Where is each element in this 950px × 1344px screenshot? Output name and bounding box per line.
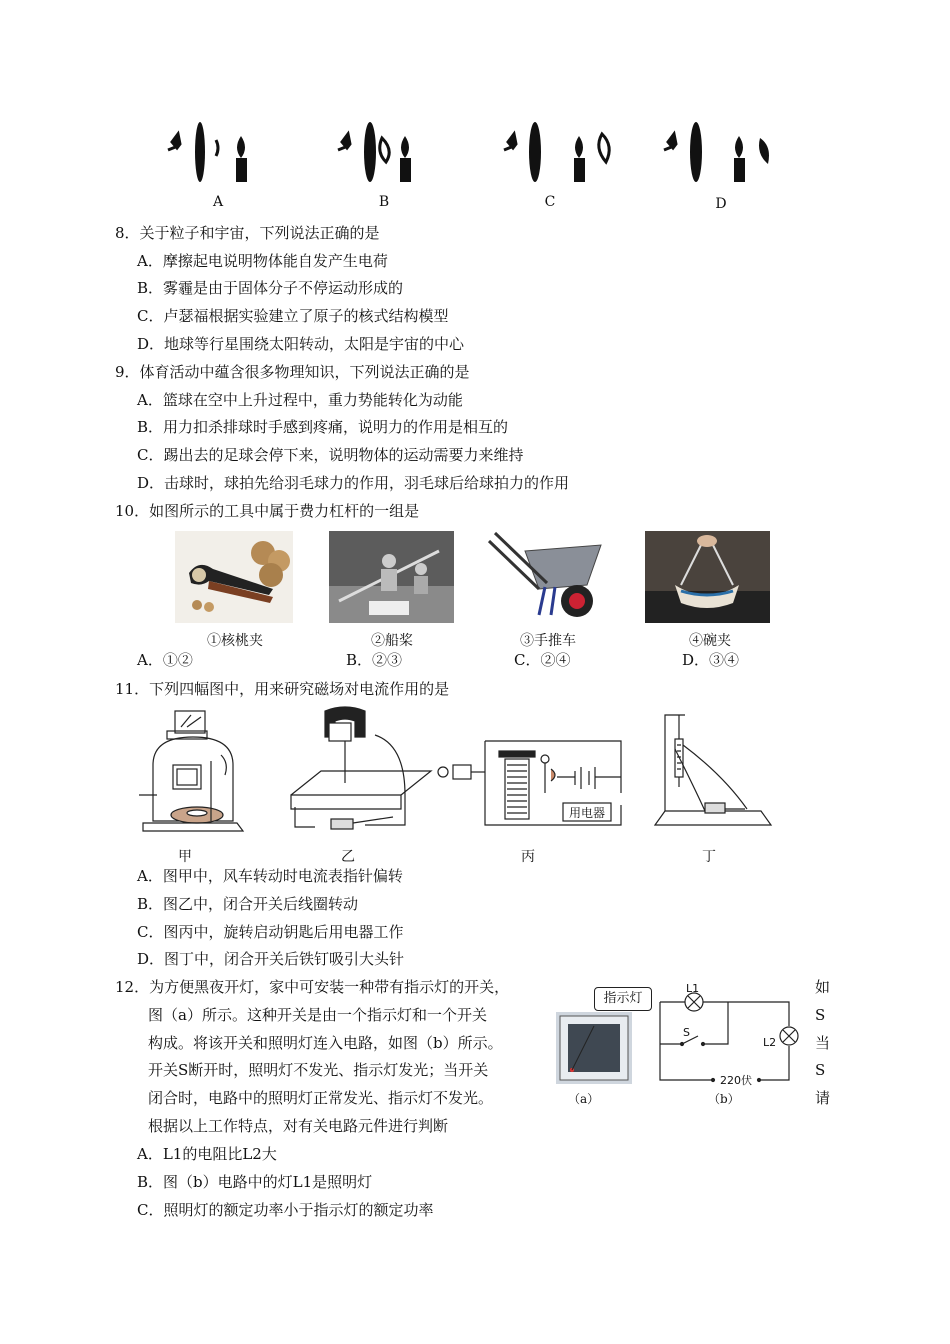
caption-nutcracker: ①核桃夹 — [207, 633, 263, 649]
option-b: B．图乙中，闭合开关后线圈转动 — [137, 895, 359, 913]
caption-yi: 乙 — [341, 849, 355, 865]
l1-label: L1 — [686, 982, 700, 995]
caption-ding: 丁 — [702, 849, 716, 865]
question-stem-line-3: 构成。将该开关和照明灯连入电路，如图（b）所示。 — [148, 1034, 503, 1052]
option-c: C．踢出去的足球会停下来，说明物体的运动需要力来维持 — [137, 446, 524, 464]
diagram-ding — [655, 715, 771, 825]
question-stem-line-6: 根据以上工作特点，对有关电路元件进行判断 — [148, 1117, 449, 1135]
fig-b-caption: （b） — [708, 1092, 740, 1106]
lens-setup-a — [168, 122, 247, 182]
right-column-char-2: S — [815, 1006, 826, 1024]
fig-a-caption: （a） — [568, 1092, 600, 1106]
bowl-clip-photo — [645, 531, 770, 623]
option-c: C．图丙中，旋转启动钥匙后用电器工作 — [137, 923, 404, 941]
question-stem: 11．下列四幅图中，用来研究磁场对电流作用的是 — [115, 680, 450, 698]
right-column-char-1: 如 — [815, 978, 831, 996]
electromagnetism-diagrams — [135, 705, 775, 845]
question-stem: 10．如图所示的工具中属于费力杠杆的一组是 — [115, 502, 420, 520]
option-c: C．②④ — [514, 651, 571, 669]
option-a: A．篮球在空中上升过程中，重力势能转化为动能 — [137, 391, 463, 409]
question-stem-line-4: 开关S断开时，照明灯不发光、指示灯发光；当开关 — [148, 1061, 489, 1079]
switch-label: S — [683, 1026, 690, 1039]
option-b: B．用力扣杀排球时手感到疼痛，说明力的作用是相互的 — [137, 418, 509, 436]
fig-label-d: D — [715, 196, 727, 212]
option-d: D．③④ — [682, 651, 740, 669]
lens-setup-b — [338, 122, 411, 182]
circuit-diagram — [655, 982, 805, 1092]
voltage-label: 220伏 — [720, 1074, 752, 1087]
option-d: D．图丁中，闭合开关后铁钉吸引大头针 — [137, 950, 405, 968]
option-b: B．②③ — [346, 651, 403, 669]
question-stem-line-5: 闭合时，电路中的照明灯正常发光、指示灯不发光。 — [148, 1089, 494, 1107]
option-d: D．击球时，球拍先给羽毛球力的作用，羽毛球后给球拍力的作用 — [137, 474, 570, 492]
question-stem: 8．关于粒子和宇宙，下列说法正确的是 — [115, 224, 380, 242]
option-c: C．卢瑟福根据实验建立了原子的核式结构模型 — [137, 307, 449, 325]
nutcracker-photo — [175, 531, 293, 623]
diagram-jia — [139, 711, 243, 831]
right-column-char-5: 请 — [815, 1089, 831, 1107]
option-d: D．地球等行星围绕太阳转动，太阳是宇宙的中心 — [137, 335, 465, 353]
right-column-char-4: S — [815, 1061, 826, 1079]
diagram-yi — [291, 707, 431, 829]
indicator-light-callout: 指示灯 — [594, 987, 652, 1011]
fig-label-b: B — [378, 194, 390, 210]
fig-label-c: C — [544, 194, 556, 210]
question-stem: 9．体育活动中蕴含很多物理知识，下列说法正确的是 — [115, 363, 470, 381]
switch-photo — [556, 1012, 632, 1084]
device-label: 用电器 — [568, 806, 606, 820]
lens-setup-c — [504, 122, 609, 182]
option-a: A．L1的电阻比L2大 — [137, 1145, 277, 1163]
caption-jia: 甲 — [178, 849, 192, 865]
lens-setup-d — [664, 122, 769, 182]
question-stem-line-1: 12．为方便黑夜开灯，家中可安装一种带有指示灯的开关， — [115, 978, 510, 996]
question-stem-line-2: 图（a）所示。这种开关是由一个指示灯和一个开关 — [148, 1006, 487, 1024]
option-c: C．照明灯的额定功率小于指示灯的额定功率 — [137, 1201, 434, 1219]
option-b: B．雾霾是由于固体分子不停运动形成的 — [137, 279, 404, 297]
option-b: B．图（b）电路中的灯L1是照明灯 — [137, 1173, 373, 1191]
l2-label: L2 — [763, 1036, 777, 1049]
caption-bing: 丙 — [521, 849, 535, 865]
caption-oar: ②船桨 — [371, 633, 413, 649]
caption-wheelbarrow: ③手推车 — [520, 633, 576, 649]
right-column-char-3: 当 — [815, 1034, 831, 1052]
wheelbarrow-photo — [485, 531, 610, 623]
fig-label-a: A — [212, 194, 224, 210]
rowing-photo — [329, 531, 454, 623]
option-a: A．摩擦起电说明物体能自发产生电荷 — [137, 252, 388, 270]
lens-candle-diagrams — [150, 120, 800, 190]
option-a: A．①② — [137, 651, 193, 669]
caption-bowl-clip: ④碗夹 — [689, 633, 731, 649]
option-a: A．图甲中，风车转动时电流表指针偏转 — [137, 867, 403, 885]
